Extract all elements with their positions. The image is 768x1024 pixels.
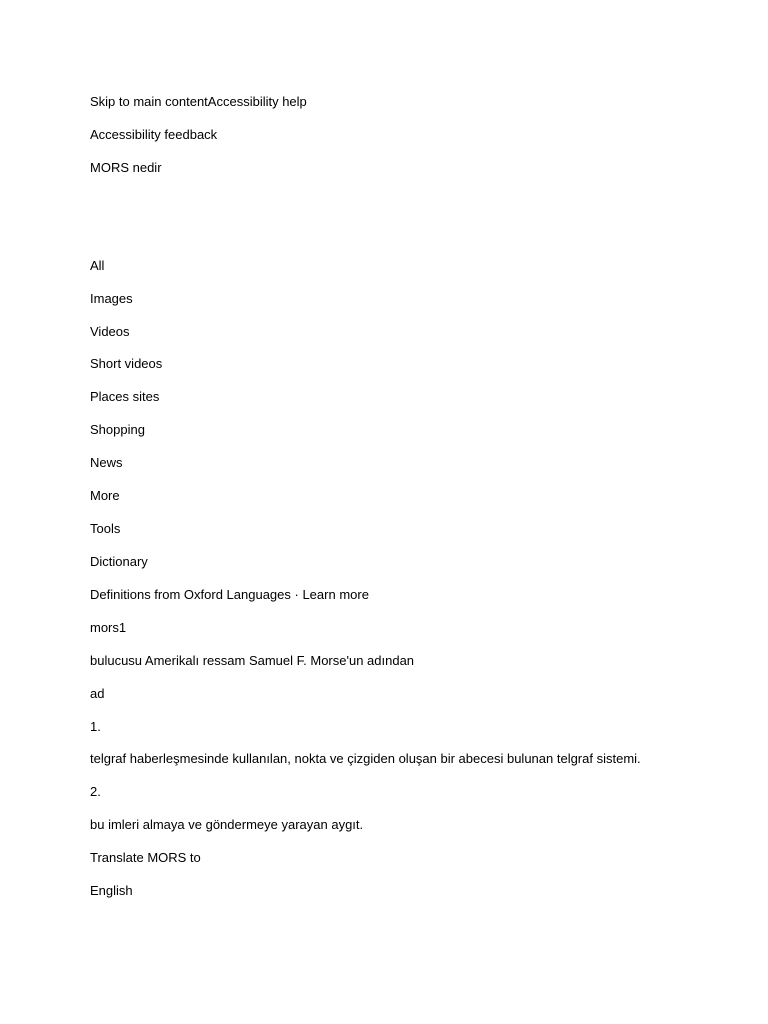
tab-short-videos[interactable]: Short videos xyxy=(90,356,163,371)
tab-images[interactable]: Images xyxy=(90,291,133,306)
separator-dot: · xyxy=(290,587,303,602)
dictionary-source-row xyxy=(90,587,369,603)
definition-number: 2. xyxy=(90,784,101,799)
tab-more[interactable]: More xyxy=(90,488,120,503)
tab-all[interactable]: All xyxy=(90,258,105,273)
dictionary-heading: Dictionary xyxy=(90,554,148,569)
dictionary-word: mors1 xyxy=(90,620,127,635)
dictionary-source: Definitions from Oxford Languages xyxy=(90,587,291,602)
definition-number: 1. xyxy=(90,719,101,734)
definition-text: telgraf haberleşmesinde kullanılan, nokta ve çizgiden oluşan bir abecesi bulunan telgraf sistemi. xyxy=(90,751,641,766)
translate-language-select[interactable]: English xyxy=(90,883,133,898)
tab-news[interactable]: News xyxy=(90,455,123,470)
tab-videos[interactable]: Videos xyxy=(90,324,130,339)
tab-shopping[interactable]: Shopping xyxy=(90,422,145,437)
skip-to-main-content-link[interactable]: Skip to main content xyxy=(90,94,208,109)
learn-more-link[interactable]: Learn more xyxy=(302,587,369,602)
part-of-speech: ad xyxy=(90,686,105,701)
accessibility-feedback-link[interactable]: Accessibility feedback xyxy=(90,127,218,142)
search-query[interactable]: MORS nedir xyxy=(90,160,162,175)
tab-places-sites[interactable]: Places sites xyxy=(90,389,160,404)
accessibility-help-link[interactable]: Accessibility help xyxy=(207,94,307,109)
translate-label: Translate MORS to xyxy=(90,850,201,865)
dictionary-etymology: bulucusu Amerikalı ressam Samuel F. Morse'un adından xyxy=(90,653,415,668)
definition-text: bu imleri almaya ve göndermeye yarayan aygıt. xyxy=(90,817,364,832)
tab-tools[interactable]: Tools xyxy=(90,521,121,536)
skip-links-row xyxy=(90,94,307,110)
